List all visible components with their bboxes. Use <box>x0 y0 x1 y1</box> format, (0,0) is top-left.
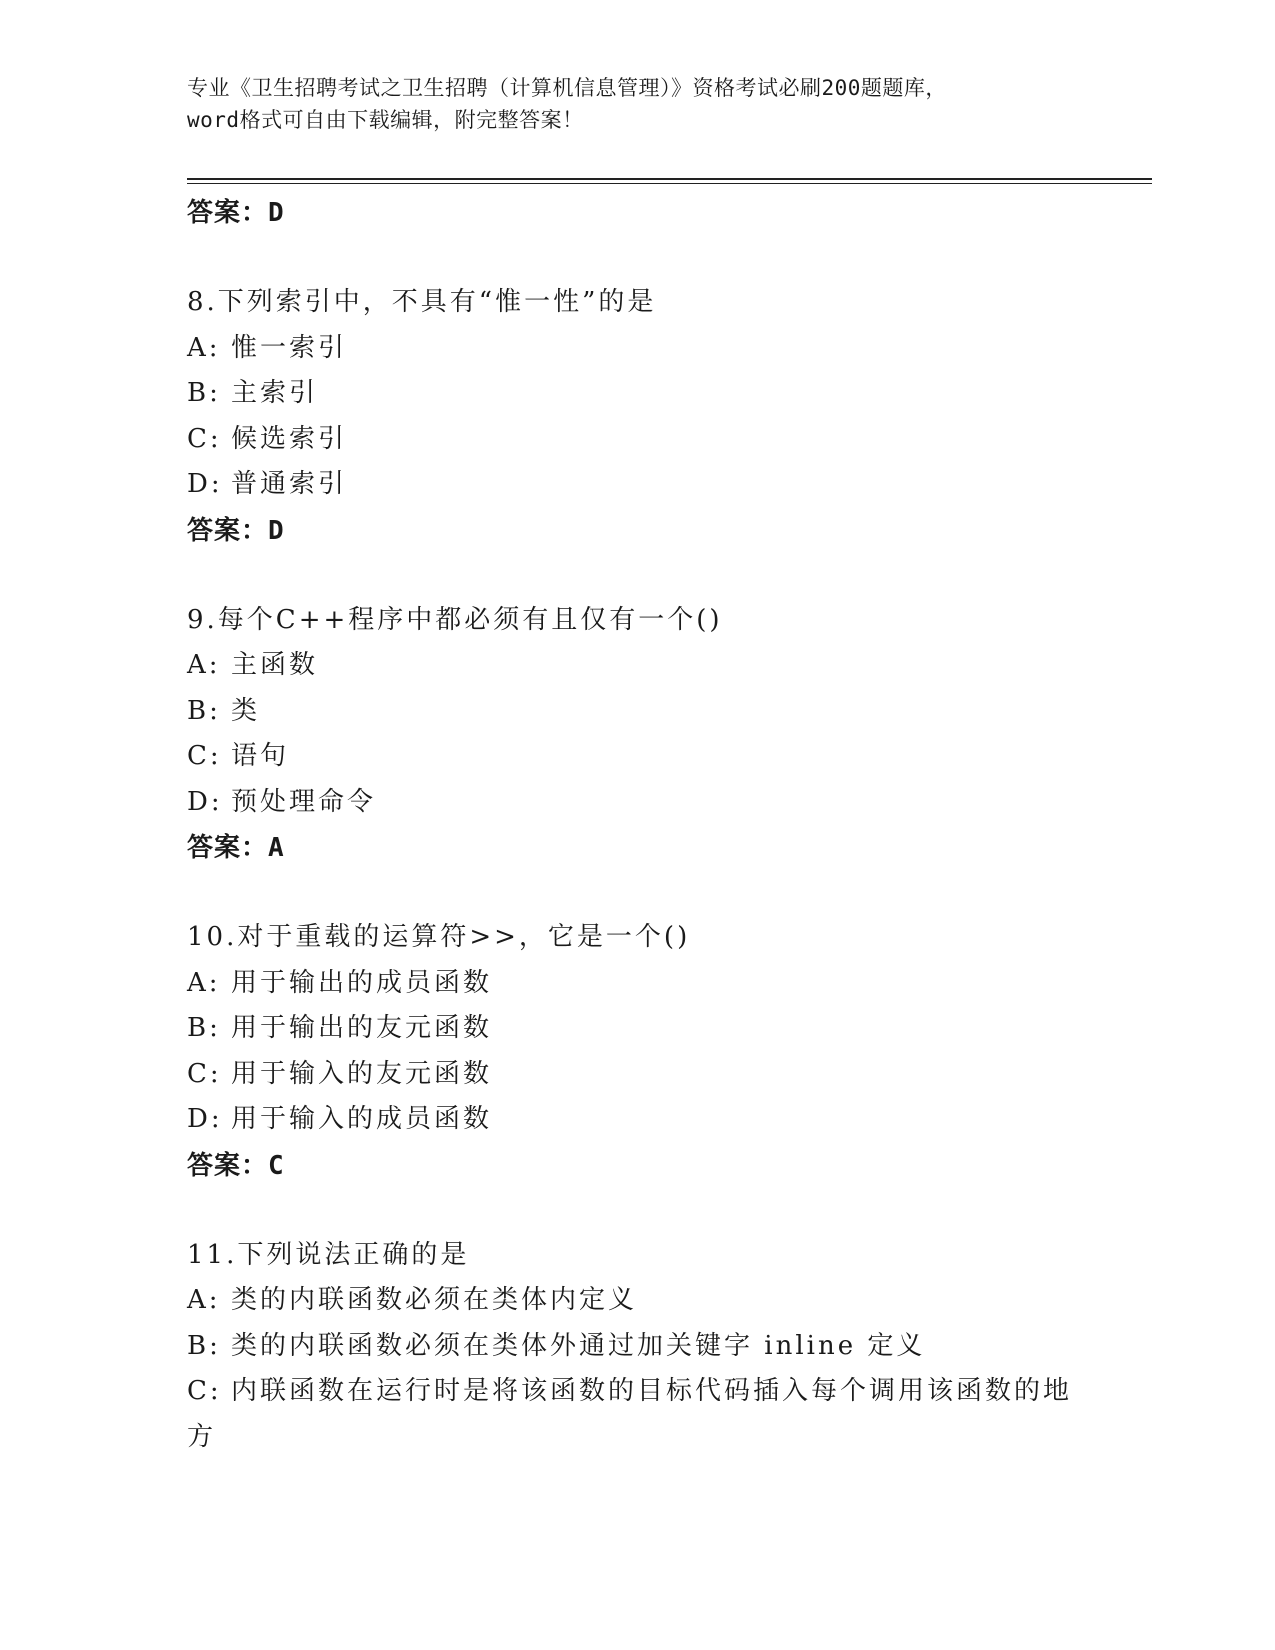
option-key: C: <box>187 1058 222 1089</box>
option-a <box>187 643 1087 689</box>
option-key: B: <box>187 378 221 408</box>
option-text: 用于输入的成员函数 <box>231 1104 493 1134</box>
option-text: 预处理命令 <box>231 786 377 817</box>
option-text: 类 <box>231 695 261 726</box>
option-c-continuation: 方 <box>187 1421 217 1452</box>
answer-value: D <box>268 515 285 546</box>
option-text: 主索引 <box>231 378 319 408</box>
answer-label: 答案： <box>187 1150 269 1181</box>
answer-line <box>187 1143 1087 1189</box>
answer-value: C <box>268 1150 285 1181</box>
question-10 <box>187 915 1087 1189</box>
option-key: B: <box>187 695 221 726</box>
option-key: C: <box>187 1376 222 1406</box>
question-stem: 10.对于重载的运算符>>，它是一个() <box>187 922 691 952</box>
option-text: 语句 <box>231 741 290 771</box>
answer-label: 答案： <box>187 198 269 228</box>
option-key: A: <box>187 967 221 998</box>
option-key: A: <box>187 332 221 363</box>
option-text: 惟一索引 <box>231 332 348 363</box>
option-text: 内联函数在运行时是将该函数的目标代码插入每个调用该函数的地 <box>231 1376 1073 1406</box>
option-key: B: <box>187 1330 221 1361</box>
option-a <box>187 961 1087 1007</box>
option-key: C: <box>187 741 222 771</box>
question-stem: 11.下列说法正确的是 <box>187 1239 470 1270</box>
option-text: 类的内联函数必须在类体内定义 <box>231 1285 638 1315</box>
question-stem: 9.每个C++程序中都必须有且仅有一个() <box>187 604 723 635</box>
option-text: 用于输出的成员函数 <box>231 967 493 998</box>
question-11 <box>187 1233 1087 1461</box>
header-line-1: 专业《卫生招聘考试之卫生招聘（计算机信息管理）》资格考试必刷200题题库， <box>187 76 947 100</box>
option-key: D: <box>187 786 223 817</box>
option-b <box>187 371 1087 417</box>
question-list <box>187 190 1087 1460</box>
option-key: D: <box>187 1104 223 1134</box>
option-c <box>187 734 1087 780</box>
question-stem: 8.下列索引中，不具有“惟一性”的是 <box>187 287 657 317</box>
document-header <box>187 72 1087 136</box>
option-key: B: <box>187 1013 221 1043</box>
header-divider-thin <box>187 183 1152 184</box>
option-text: 类的内联函数必须在类体外通过加关键字 inline 定义 <box>231 1330 926 1361</box>
option-key: A: <box>187 650 221 680</box>
question-8 <box>187 280 1087 554</box>
option-c <box>187 417 1087 463</box>
header-divider-thick <box>187 178 1152 180</box>
option-c <box>187 1052 1087 1098</box>
option-a <box>187 326 1087 372</box>
option-c <box>187 1369 1087 1415</box>
answer-line <box>187 508 1087 554</box>
answer-label: 答案： <box>187 833 269 863</box>
option-text: 用于输入的友元函数 <box>231 1058 493 1089</box>
option-text: 主函数 <box>231 650 319 680</box>
option-key: D: <box>187 469 223 499</box>
option-b <box>187 1006 1087 1052</box>
answer-value: D <box>268 198 285 228</box>
option-text: 候选索引 <box>231 423 348 454</box>
answer-label: 答案： <box>187 515 269 546</box>
option-text: 用于输出的友元函数 <box>231 1013 493 1043</box>
option-a <box>187 1278 1087 1324</box>
answer-line <box>187 825 1087 871</box>
option-b <box>187 1324 1087 1370</box>
option-key: A: <box>187 1285 221 1315</box>
answer-line <box>187 190 1087 236</box>
option-text: 普通索引 <box>231 469 348 499</box>
option-b <box>187 689 1087 735</box>
option-d <box>187 780 1087 826</box>
option-d <box>187 1097 1087 1143</box>
option-d <box>187 462 1087 508</box>
header-line-2: word格式可自由下载编辑，附完整答案！ <box>187 108 584 132</box>
question-9 <box>187 598 1087 872</box>
answer-value: A <box>268 833 285 863</box>
option-key: C: <box>187 423 222 454</box>
